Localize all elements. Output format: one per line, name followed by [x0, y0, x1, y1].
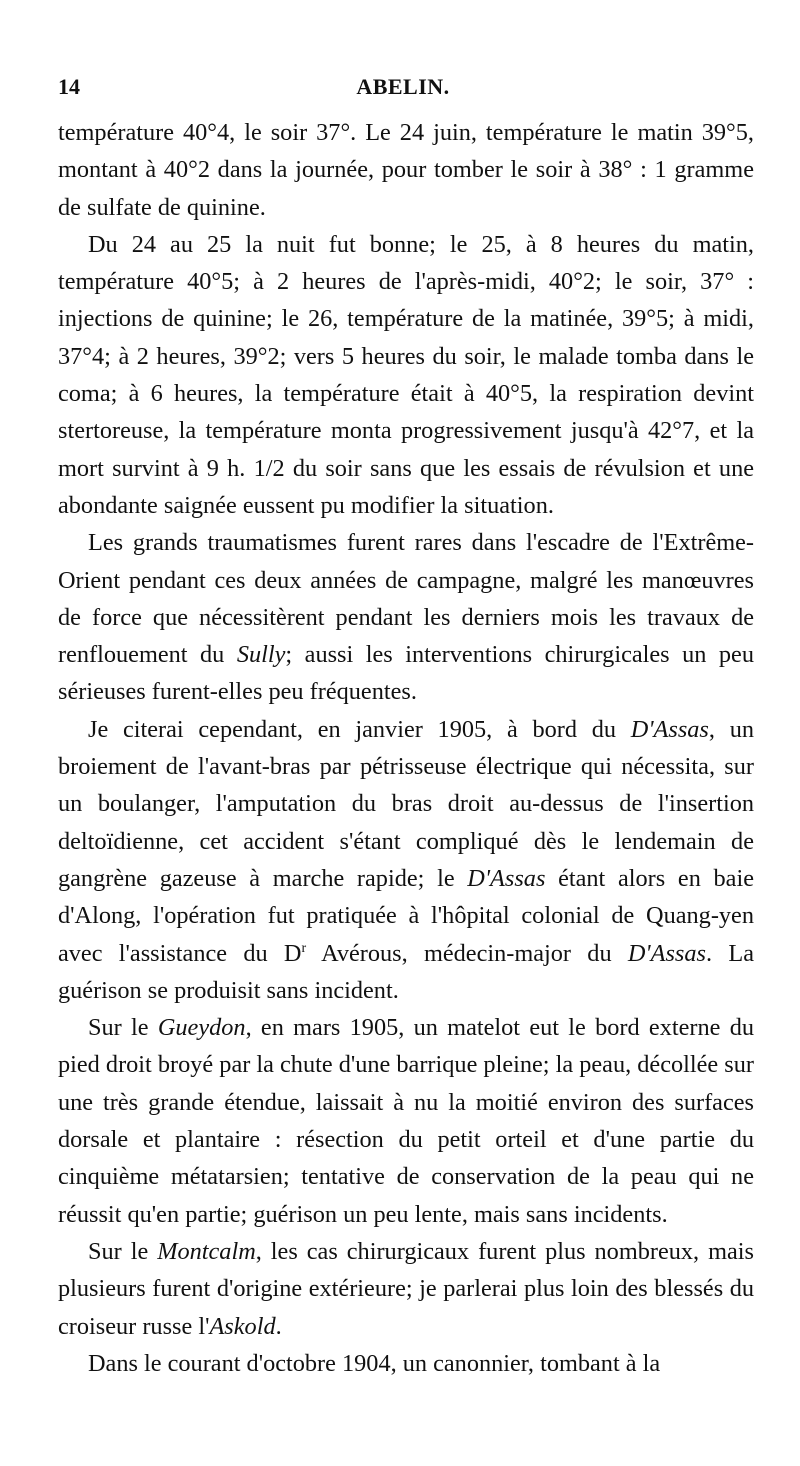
ship-name: Gueydon — [157, 1014, 246, 1042]
paragraph — [58, 226, 754, 524]
text-segment: Du 24 au 25 la nuit fut bonne; le 25, à 8 heures du matin, température 40°5; à 2 heures de l'après-midi, 40°2; le soir, 37° : injections de quinine; le 26, température de la matinée, 39°5; à midi, 37°4; à 2 heures, 39°2; vers 5 heures du soir, le malade tomba dans le coma; à 6 heures, la température était à 40°5, la respiration devint stertoreuse, la température monta progressivement jusqu'à 42°7, et la mort survint à 9 h. 1/2 du soir sans que les essais de révulsion et une abondante saignée eussent pu modifier la situation. — [58, 230, 754, 519]
ship-name: D'Assas — [630, 715, 709, 743]
ship-name: Askold — [209, 1312, 276, 1340]
ship-name: D'Assas — [467, 864, 546, 892]
page-number: 14 — [58, 74, 80, 99]
text-segment: température 40°4, le soir 37°. Le 24 juin, température le matin 39°5, montant à 40°2 dans la journée, pour tomber le soir à 38° : 1 gramme de sulfate de quinine. — [58, 119, 754, 221]
text-segment: ; aussi les interventions chirurgicales un peu sérieuses furent-elles peu fréquentes. — [58, 641, 754, 706]
text-segment: . La guérison se produisit sans incident. — [58, 939, 754, 1004]
text-segment: Je citerai cependant, en janvier 1905, à bord du — [88, 715, 631, 743]
book-page — [52, 0, 754, 1466]
text-segment: , les cas chirurgicaux furent plus nombreux, mais plusieurs furent d'origine extérieure; je parlerai plus loin des blessés du croiseur russe l' — [58, 1237, 754, 1340]
text-segment: Sur le — [88, 1237, 158, 1265]
running-title: ABELIN. — [356, 74, 450, 99]
superscript: r — [301, 940, 307, 956]
paragraph — [58, 1233, 754, 1345]
text-segment: Dans le courant d'octobre 1904, un canonnier, tombant à la — [88, 1349, 661, 1377]
body-text — [58, 114, 754, 1382]
text-segment: étant alors en baie d'Along, l'opération fut pratiquée à l'hôpital colonial de Quang-yen avec l'assistance du D — [58, 864, 754, 967]
paragraph — [58, 524, 754, 710]
paragraph-continued — [58, 114, 754, 226]
text-segment: Sur le — [88, 1014, 158, 1042]
ship-name: Montcalm — [157, 1237, 256, 1265]
text-segment: Les grands traumatismes furent rares dans l'escadre de l'Extrême-Orient pendant ces deux années de campagne, malgré les manœuvres de force que nécessitèrent pendant les derniers mois les travaux de renflouement du — [58, 529, 754, 669]
text-segment: Avérous, médecin-major du — [306, 939, 628, 967]
paragraph — [58, 711, 754, 1009]
text-segment: , un broiement de l'avant-bras par pétrisseuse électrique qui nécessita, sur un boulanger, l'amputation du bras droit au-dessus de l'insertion deltoïdienne, cet accident s'étant compliqué dès le lendemain de gangrène gazeuse à marche rapide; le — [58, 715, 754, 892]
ship-name: D'Assas — [627, 939, 706, 967]
text-segment: . — [275, 1312, 282, 1340]
paragraph — [58, 1345, 754, 1382]
text-segment: , en mars 1905, un matelot eut le bord externe du pied droit broyé par la chute d'une barrique pleine; la peau, décollée sur une très grande étendue, laissait à nu la moitié environ des surfaces dorsale et plantaire : résection du petit orteil et d'une partie du cinquième métatarsien; tentative de conservation de la peau qui ne réussit qu'en partie; guérison un peu lente, mais sans incidents. — [58, 1014, 755, 1228]
running-header — [52, 74, 754, 110]
paragraph — [58, 1009, 754, 1233]
ship-name: Sully — [236, 641, 286, 669]
